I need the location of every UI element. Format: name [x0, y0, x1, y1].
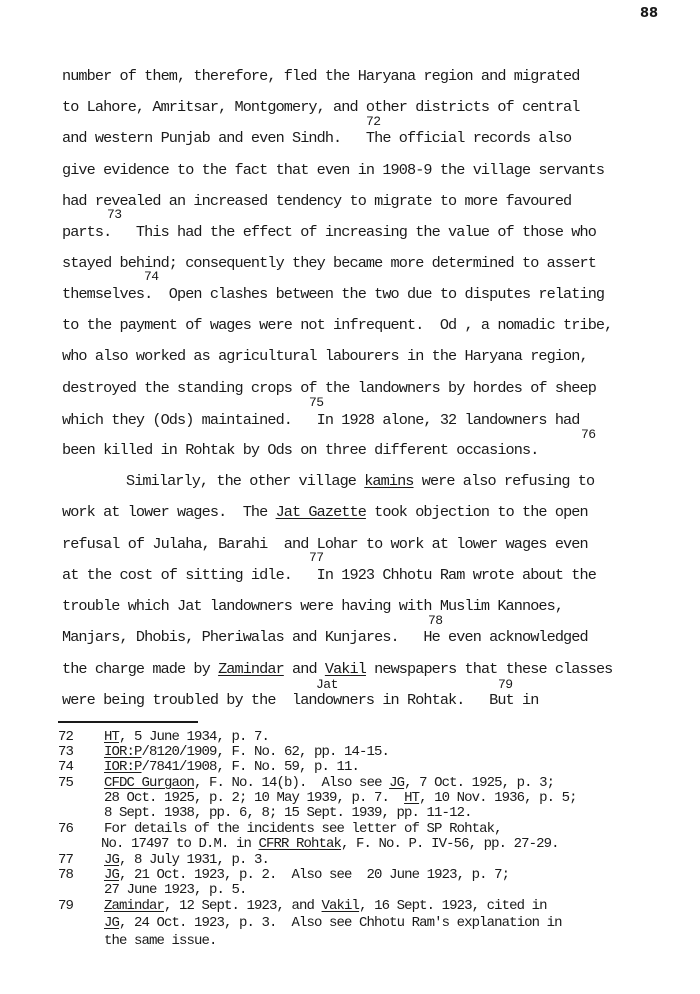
body-line: Similarly, the other village kamins were also refusing to — [126, 472, 595, 490]
handwritten-insertion: Jat — [316, 677, 338, 692]
body-line: to the payment of wages were not infrequent. Od , a nomadic tribe, — [62, 316, 613, 334]
footnote-ref-76: 76 — [581, 427, 596, 442]
body-line: which they (Ods) maintained. In 1928 alone, 32 landowners had — [62, 411, 580, 429]
title-zamindar: Zamindar — [218, 660, 284, 678]
body-line: the charge made by Zamindar and Vakil newspapers that these classes — [62, 660, 613, 678]
footnote-ref-73: 73 — [107, 207, 122, 222]
footnote-77: 77 JG, 8 July 1931, p. 3. — [58, 852, 270, 868]
body-line: give evidence to the fact that even in 1908-9 the village servants — [62, 161, 605, 179]
footnote-ref-74: 74 — [144, 269, 159, 284]
footnote-75-cont: 28 Oct. 1925, p. 2; 10 May 1939, p. 7. HT, 10 Nov. 1936, p. 5; — [104, 790, 577, 806]
body-line: parts. This had the effect of increasing the value of those who — [62, 223, 596, 241]
body-line: Manjars, Dhobis, Pheriwalas and Kunjares. He even acknowledged — [62, 628, 588, 646]
footnote-ref-77: 77 — [309, 550, 324, 565]
footnote-74: 74 IOR:P/7841/1908, F. No. 59, p. 11. — [58, 759, 360, 775]
title-vakil: Vakil — [324, 660, 366, 678]
body-line: were being troubled by the landowners in Rohtak. But in — [62, 691, 539, 709]
page-number: 88 — [640, 6, 659, 21]
body-line: destroyed the standing crops of the landowners by hordes of sheep — [62, 379, 596, 397]
body-line: to Lahore, Amritsar, Montgomery, and other districts of central — [62, 98, 580, 116]
footnote-ref-79: 79 — [498, 677, 513, 692]
footnote-73: 73 IOR:P/8120/1909, F. No. 62, pp. 14-15. — [58, 744, 390, 760]
footnote-72: 72 HT, 5 June 1934, p. 7. — [58, 729, 270, 745]
footnote-79-cont: the same issue. — [104, 933, 217, 949]
footnote-79: 79 Zamindar, 12 Sept. 1923, and Vakil, 16 Sept. 1923, cited in — [58, 898, 547, 914]
footnote-78-cont: 27 June 1923, p. 5. — [104, 882, 247, 898]
body-line: trouble which Jat landowners were having with Muslim Kannoes, — [62, 597, 564, 615]
body-line: stayed behind; consequently they became more determined to assert — [62, 254, 596, 272]
footnote-ref-78: 78 — [428, 613, 443, 628]
footnote-78: 78 JG, 21 Oct. 1923, p. 2. Also see 20 June 1923, p. 7; — [58, 867, 510, 883]
footnote-75: 75 CFDC Gurgaon, F. No. 14(b). Also see JG, 7 Oct. 1925, p. 3; — [58, 775, 555, 791]
body-line: work at lower wages. The Jat Gazette took objection to the open — [62, 503, 588, 521]
body-line: been killed in Rohtak by Ods on three different occasions. — [62, 441, 539, 459]
footnote-79-cont: JG, 24 Oct. 1923, p. 3. Also see Chhotu Ram's explanation in — [104, 915, 562, 931]
footnote-ref-72: 72 — [366, 114, 381, 129]
emphasis-kamins: kamins — [364, 472, 414, 490]
body-line: at the cost of sitting idle. In 1923 Chhotu Ram wrote about the — [62, 566, 596, 584]
footnote-76-cont: No. 17497 to D.M. in CFRR Rohtak, F. No. P. IV-56, pp. 27-29. — [101, 836, 559, 852]
body-line: and western Punjab and even Sindh. The official records also — [62, 129, 572, 147]
title-jat-gazette: Jat Gazette — [275, 503, 366, 521]
footnote-75-cont: 8 Sept. 1938, pp. 6, 8; 15 Sept. 1939, pp. 11-12. — [104, 805, 472, 821]
footnote-ref-75: 75 — [309, 395, 324, 410]
footnote-76: 76 For details of the incidents see letter of SP Rohtak, — [58, 821, 502, 837]
body-line: had revealed an increased tendency to migrate to more favoured — [62, 192, 572, 210]
body-line: number of them, therefore, fled the Haryana region and migrated — [62, 67, 580, 85]
body-line: themselves. Open clashes between the two due to disputes relating — [62, 285, 605, 303]
body-line: who also worked as agricultural labourers in the Haryana region, — [62, 347, 588, 365]
footnote-divider — [58, 721, 198, 723]
body-line: refusal of Julaha, Barahi and Lohar to work at lower wages even — [62, 535, 588, 553]
